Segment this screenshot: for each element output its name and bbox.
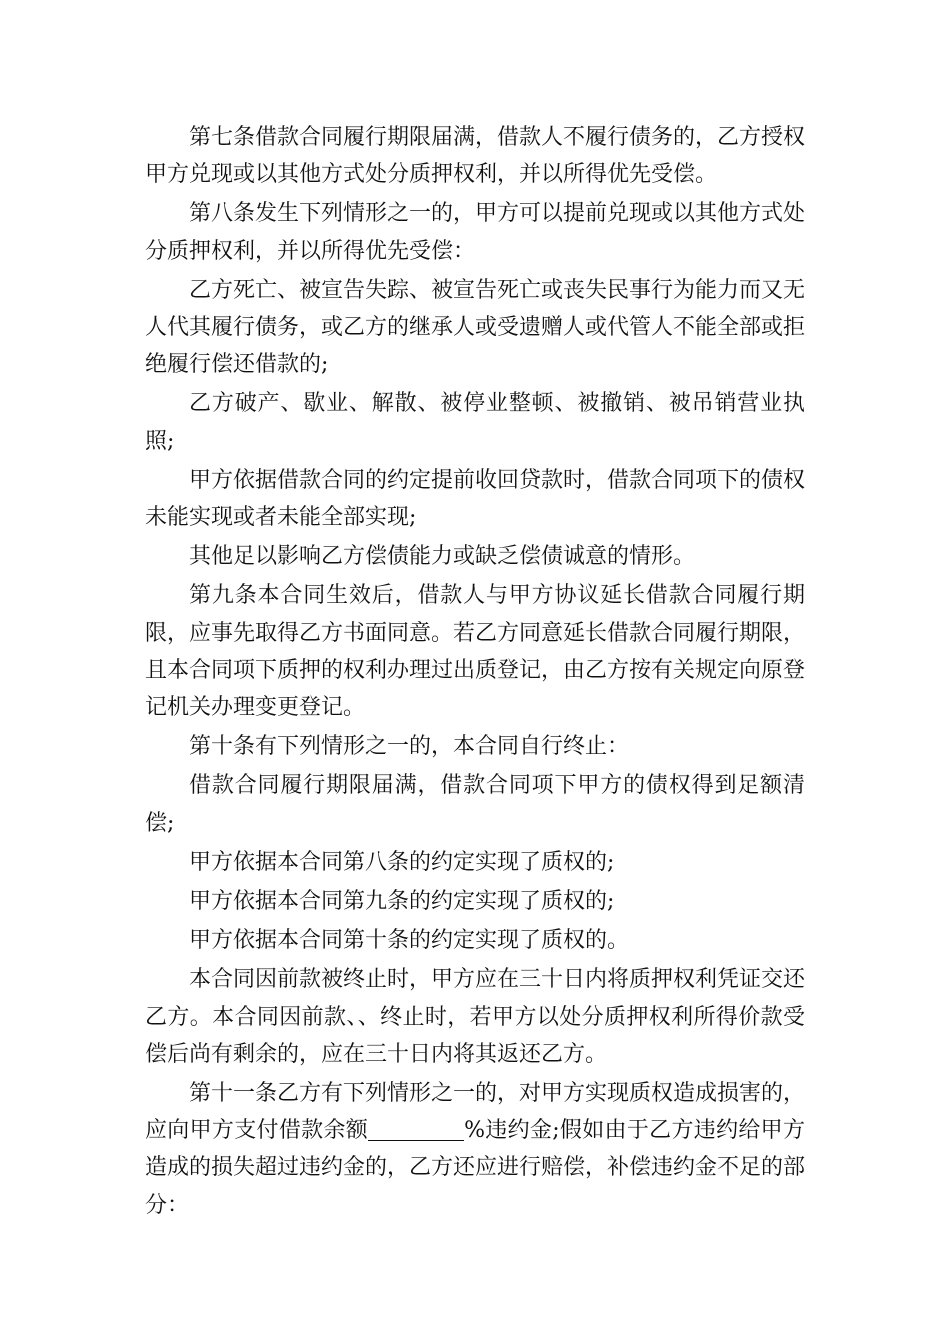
- article-11-text-before-blank: 第十一条乙方有下列情形之一的，对甲方实现质权造成损害的，应向甲方支付借款余额: [145, 1081, 806, 1144]
- article-11-paragraph: [145, 1075, 805, 1224]
- article-10-item-4: 甲方依据本合同第十条的约定实现了质权的。: [189, 928, 630, 954]
- article-7-paragraph: 第七条借款合同履行期限届满，借款人不履行债务的，乙方授权甲方兑现或以其他方式处分质押权利，并以所得优先受偿。: [145, 125, 806, 188]
- article-11-text-after-blank: %违约金;假如由于乙方违约给甲方造成的损失超过违约金的，乙方还应进行赔偿，补偿违约金不足的部分：: [145, 1118, 806, 1218]
- article-10-item-3: 甲方依据本合同第九条的约定实现了质权的;: [189, 889, 615, 915]
- article-9-paragraph: 第九条本合同生效后，借款人与甲方协议延长借款合同履行期限，应事先取得乙方书面同意。若乙方同意延长借款合同履行期限，且本合同项下质押的权利办理过出质登记，由乙方按有关规定向原登记机关办理变更登记。: [145, 583, 806, 721]
- article-10-item-1: 借款合同履行期限届满，借款合同项下甲方的债权得到足额清偿;: [145, 773, 805, 836]
- article-8-item-3: 甲方依据借款合同的约定提前收回贷款时，借款合同项下的债权未能实现或者未能全部实现;: [145, 467, 806, 531]
- article-10-item-2: 甲方依据本合同第八条的约定实现了质权的;: [189, 849, 615, 875]
- article-8-item-4: 其他足以影响乙方偿债能力或缺乏偿债诚意的情形。: [189, 544, 696, 570]
- article-8-item-2: 乙方破产、歇业、解散、被停业整顿、被撤销、被吊销营业执照;: [145, 391, 805, 454]
- document-body: [145, 119, 805, 1226]
- termination-paragraph: 本合同因前款被终止时，甲方应在三十日内将质押权利凭证交还乙方。本合同因前款、、终止时，若甲方以处分质押权利所得价款受偿后尚有剩余的，应在三十日内将其返还乙方。: [145, 967, 806, 1067]
- article-8-item-1: 乙方死亡、被宣告失踪、被宣告死亡或丧失民事行为能力而又无人代其履行债务，或乙方的继承人或受遗赠人或代管人不能全部或拒绝履行偿还借款的;: [145, 277, 806, 378]
- article-10-paragraph: 第十条有下列情形之一的，本合同自行终止：: [189, 734, 630, 760]
- article-8-paragraph: 第八条发生下列情形之一的，甲方可以提前兑现或以其他方式处分质押权利，并以所得优先受偿：: [145, 201, 806, 264]
- penalty-percentage-blank: [368, 1118, 464, 1141]
